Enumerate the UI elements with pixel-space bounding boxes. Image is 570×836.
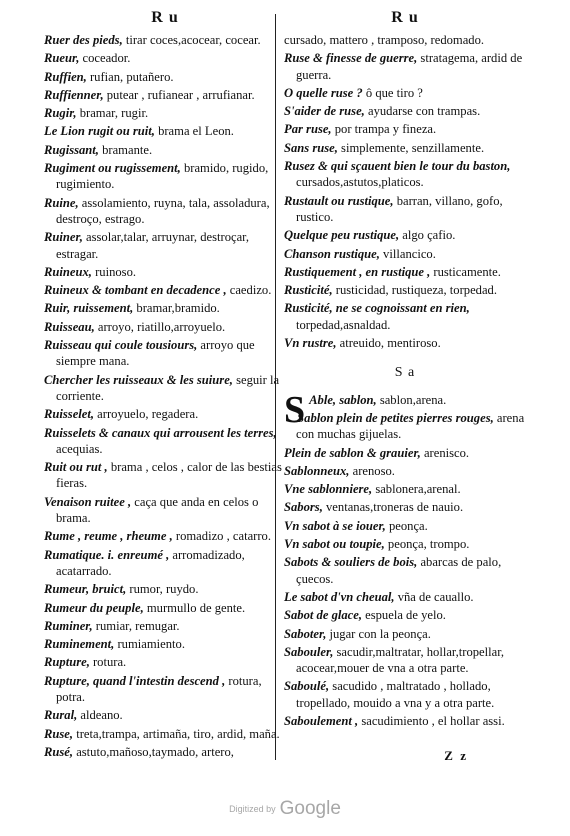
dictionary-entry [44,123,286,139]
entry-headword: Le sabot d'vn cheual, [284,589,395,604]
entry-headword: Sabot de glace, [284,608,362,623]
drop-cap: S [284,388,306,431]
dictionary-entry [44,528,286,544]
dictionary-entry [44,50,286,66]
entry-definition: villancico. [379,246,436,261]
entry-definition: brama el Leon. [154,124,234,139]
entry-definition: barran, villano, gofo, rustico. [296,193,503,224]
entry-headword: Rusticité, ne se cognoissant en rien, [284,301,470,316]
entry-definition: sablonera,arenal. [372,482,461,497]
dictionary-entry [44,600,286,616]
running-header-left: R u [151,9,179,26]
entry-headword: Vne sablonniere, [284,482,373,497]
entry-definition: rusticamente. [430,264,501,279]
entry-definition: assolamiento, ruyna, tala, assoladura, destroço, estrago. [56,195,270,226]
entry-headword: Ruisselets & canaux qui arrousent les terres, [44,425,277,440]
digitized-watermark [0,798,570,820]
left-column [44,0,286,762]
left-entries [44,32,286,760]
dictionary-entry [284,246,526,262]
dictionary-entry [44,142,286,158]
entry-headword: Saboter, [284,626,327,641]
entry-headword: Rugissant, [44,142,99,157]
entry-headword: Quelque peu rustique, [284,228,400,243]
dictionary-entry [44,319,286,335]
entry-headword: Rumatique. i. enreumé , [44,547,170,562]
entry-definition: rotura, potra. [56,673,262,704]
entry-definition: rotura. [89,655,127,670]
entry-definition: arena con muchas gijuelas. [296,410,525,442]
entry-definition: arromadizado, acatarrado. [56,547,245,578]
watermark-logo: Google [279,798,341,819]
entry-headword: Saboulé, [284,679,330,694]
dictionary-entry [44,87,286,103]
entry-definition: murmullo de gente. [143,600,246,615]
dictionary-entry [284,589,526,605]
entry-headword: Rugiment ou rugissement, [44,161,181,176]
entry-headword: Venaison ruitee , [44,494,132,509]
entry-definition: torpedad,asnaldad. [296,317,391,332]
entry-definition: sacudido , maltratado , hollado, tropellado, mouido a vna y a otra parte. [296,679,495,710]
entry-headword: Chercher les ruisseaux & les suiure, [44,372,233,387]
running-header-right: R u [391,9,419,26]
dictionary-entry [44,707,286,723]
entry-definition: ayudarse con trampas. [364,104,481,119]
entry-definition: bramar, rugir. [76,106,149,121]
entry-definition: caedizo. [226,283,272,298]
entry-definition: caça que anda en celos o brama. [56,494,259,526]
dictionary-entry [44,547,286,580]
dictionary-entry [284,499,526,515]
entry-definition: coceador. [79,51,131,66]
dictionary-entry [44,636,286,652]
entry-definition: arroyuelo, regadera. [94,407,199,422]
entry-headword: Rustiquement , en rustique , [284,264,431,279]
dictionary-entry [284,264,526,280]
entry-headword: Rupture, [44,655,90,670]
dictionary-entry [284,554,526,587]
right-entries-s [284,410,526,729]
entry-definition: simplemente, senzillamente. [337,140,485,155]
entry-definition: acequias. [56,441,103,456]
entry-headword: Le Lion rugit ou ruit, [44,124,155,139]
entry-headword: O quelle ruse ? [284,85,363,100]
entry-definition: sablon,arena. [376,392,447,407]
entry-definition: espuela de yelo. [362,608,446,623]
entry-headword: Rustault ou rustique, [284,193,394,208]
dictionary-entry [284,282,526,298]
entry-definition: astuto,mañoso,taymado, artero, [73,744,234,759]
dictionary-entry [284,158,526,191]
entry-definition: ventanas,troneras de nauio. [322,500,464,515]
entry-headword: Plein de sablon & grauier, [284,445,421,460]
dictionary-entry [284,626,526,642]
entry-definition: rumor, ruydo. [126,582,199,597]
entry-headword: Vn rustre, [284,336,337,351]
dictionary-entry [284,410,526,443]
dictionary-entry [44,229,286,262]
entry-headword: Rugir, [44,106,77,121]
dictionary-entry [284,85,526,101]
entry-definition: vña de cauallo. [394,589,474,604]
entry-definition: arenisco. [420,445,470,460]
entry-headword: Ruse, [44,726,74,741]
entry-definition: cursado, mattero , tramposo, redomado. [284,33,485,47]
entry-definition: treta,trampa, artimaña, tiro, ardid, maña. [73,726,280,741]
dictionary-entry [44,581,286,597]
dictionary-entry [284,607,526,623]
entry-definition: peonça. [385,518,428,533]
entry-headword: Ruse & finesse de guerre, [284,51,418,66]
entry-definition: ruinoso. [91,264,137,279]
entry-definition: por trampa y fineza. [331,122,437,137]
entry-definition: bramante. [98,142,153,157]
entry-headword: Rumeur du peuple, [44,600,144,615]
dictionary-entry [284,140,526,156]
dictionary-entry [284,300,526,333]
entry-definition: rumiar, remugar. [92,618,180,633]
dictionary-entry [44,406,286,422]
dictionary-entry [44,195,286,228]
entry-definition: rusticidad, rustiqueza, torpedad. [332,283,498,298]
entry-headword: Ruminer, [44,618,93,633]
dictionary-entry [284,121,526,137]
entry-headword: Ruisselet, [44,407,95,422]
entry-definition: rufian, putañero. [86,69,174,84]
entry-headword: Ruffien, [44,69,87,84]
entry-definition: assolar,talar, arruynar, destroçar, estragar. [56,230,250,261]
dictionary-entry [284,227,526,243]
dictionary-entry [44,105,286,121]
entry-headword: Vn sabot ou toupie, [284,537,385,552]
entry-definition: bramido, rugido, rugimiento. [56,161,269,192]
entry-definition: tirar coces,acocear, cocear. [122,33,261,47]
dictionary-entry [44,618,286,634]
entry-definition: cursados,astutos,platicos. [296,175,424,190]
dictionary-entry [284,32,526,48]
entry-headword: Chanson rustique, [284,246,380,261]
right-entries [284,32,526,351]
entry-headword: Sablonneux, [284,463,350,478]
dictionary-entry [284,103,526,119]
entry-headword: Sabouler, [284,644,334,659]
entry-definition: abarcas de palo, çuecos. [296,555,502,586]
entry-headword: Ruisseau, [44,319,95,334]
signature-mark: Z z [444,748,468,763]
entry-definition: arroyo, riatillo,arroyuelo. [94,319,226,334]
entry-definition: stratagema, ardid de guerra. [296,51,523,82]
dictionary-entry [284,335,526,351]
entry-definition: bramar,bramido. [133,301,220,316]
dictionary-entry [44,654,286,670]
dictionary-entry [44,744,286,760]
entry-headword: Ruminement, [44,637,115,652]
entry-headword: Par ruse, [284,122,332,137]
entry-definition: sacudir,maltratar, hollar,tropellar, acocear,mouer de vna a otra parte. [296,644,505,676]
right-column [284,0,526,731]
entry-headword: Saboulement , [284,713,359,728]
watermark-prefix: Digitized by [229,804,276,814]
entry-headword: Sans ruse, [284,140,338,155]
dictionary-entry [284,50,526,83]
entry-definition: arenoso. [349,463,395,478]
dictionary-entry [44,160,286,193]
dictionary-entry [284,644,526,677]
dictionary-entry [44,726,286,742]
entry-headword: Ruisseau qui coule tousiours, [44,338,198,353]
section-header-sa: S a [394,365,416,381]
dictionary-entry [44,372,286,405]
entry-headword: Sabots & souliers de bois, [284,555,418,570]
entry-definition: arroyo que siempre mana. [56,338,255,369]
dictionary-entry [284,536,526,552]
entry-definition: aldeano. [77,708,123,723]
entry-headword: Rupture, quand l'intestin descend , [44,673,226,688]
entry-definition: rumiamiento. [114,637,185,652]
entry-headword: Rume , reume , rheume , [44,529,173,544]
entry-definition: putear , rufianear , arrufianar. [103,87,255,102]
entry-definition: brama , celos , calor de las bestias fieras. [56,460,282,491]
dictionary-entry [44,282,286,298]
entry-headword: Ruit ou rut , [44,460,108,475]
entry-headword: Rusé, [44,744,74,759]
entry-headword: Rural, [44,708,78,723]
entry-headword: Ruineux, [44,264,92,279]
entry-definition: jugar con la peonça. [326,626,431,641]
dictionary-entry [284,463,526,479]
entry-headword: S'aider de ruse, [284,104,365,119]
entry-headword: Ruiner, [44,230,83,245]
dictionary-entry [44,459,286,492]
entry-definition: romadizo , catarro. [172,529,272,544]
entry-headword: Rusez & qui sçauent bien le tour du baston, [284,159,511,174]
entry-headword: Sabors, [284,500,323,515]
dictionary-entry [284,713,526,729]
dictionary-entry [44,264,286,280]
entry-headword: Ruineux & tombant en decadence , [44,283,227,298]
entry-headword: Ruine, [44,195,79,210]
dictionary-entry [44,337,286,370]
dictionary-entry [284,518,526,534]
dictionary-entry [284,481,526,497]
entry-definition: atreuido, mentiroso. [336,336,441,351]
entry-definition: sacudimiento , el hollar assi. [358,713,505,728]
entry-headword: Ruir, ruissement, [44,301,134,316]
dictionary-entry [44,69,286,85]
entry-definition: algo çafio. [399,228,456,243]
dictionary-entry [44,300,286,316]
entry-definition: peonça, trompo. [384,537,470,552]
entry-headword: Able, sablon, [309,392,377,407]
entry-headword: Ruer des pieds, [44,33,123,47]
dictionary-entry [44,673,286,706]
dictionary-entry [284,445,526,461]
entry-headword: Ruffienner, [44,87,104,102]
entry-headword: Sablon plein de petites pierres rouges, [297,410,494,425]
entry-definition: seguir la corriente. [56,372,280,403]
dictionary-entry [284,193,526,226]
entry-headword: Rueur, [44,51,80,66]
entry-headword: Rusticité, [284,283,333,298]
entry-definition: ô que tiro ? [362,85,423,100]
dictionary-entry [44,494,286,527]
entry-headword: Vn sabot à se iouer, [284,518,386,533]
dictionary-entry [284,678,526,711]
entry-headword: Rumeur, bruict, [44,582,127,597]
dictionary-entry [44,32,286,48]
dictionary-entry [44,425,286,458]
